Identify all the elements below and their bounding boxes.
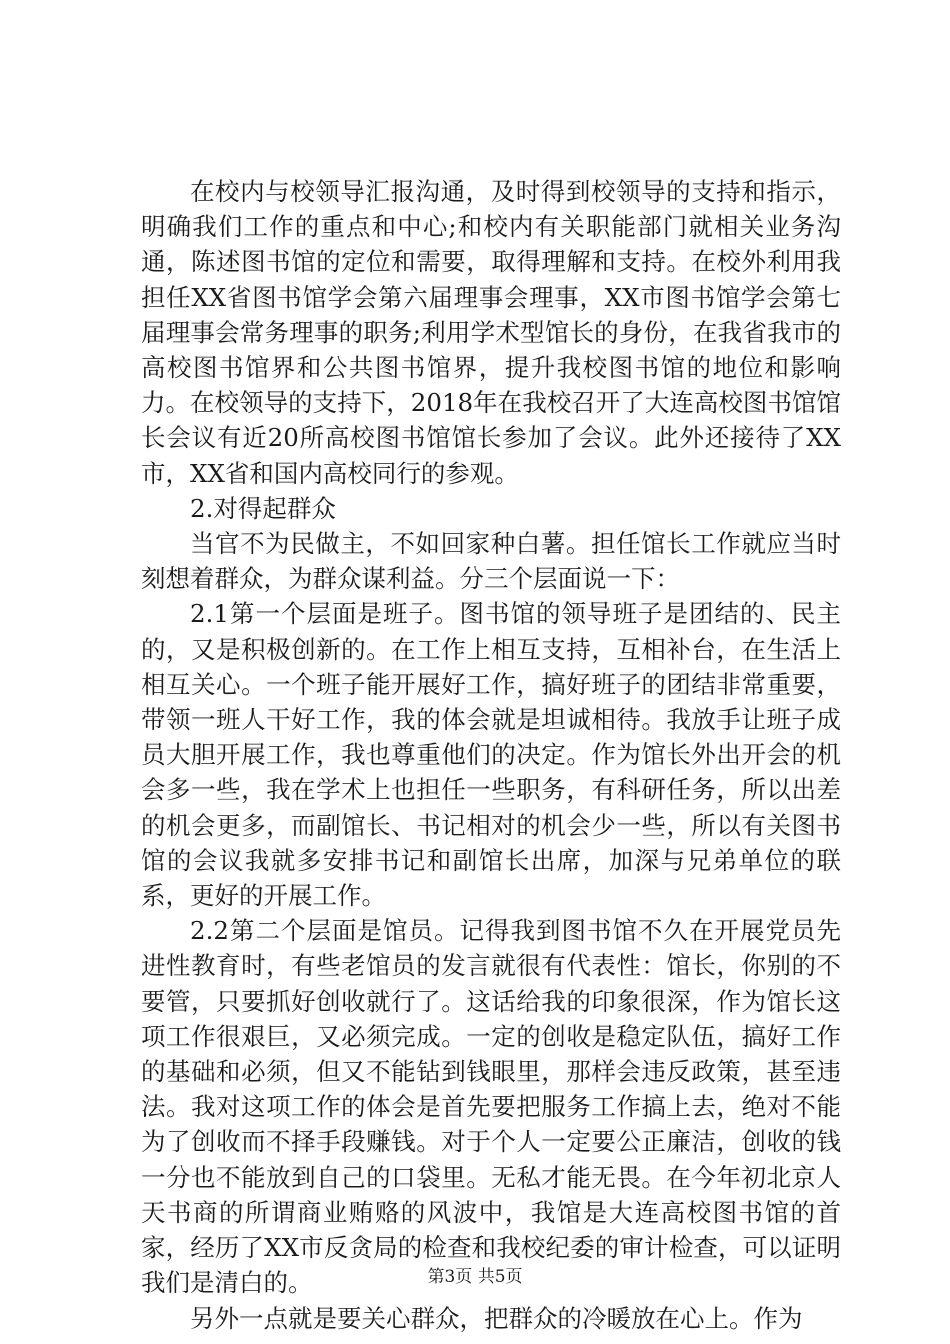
paragraph-school-communication: 在校内与校领导汇报沟通，及时得到校领导的支持和指示，明确我们工作的重点和中心;和校内有关职能部门就相关业务沟通，陈述图书馆的定位和需要，取得理解和支持。在校外利用我担任XX省图书馆学会第六届理事会理事，XX市图书馆学会第七届理事会常务理事的职务;利用学术型馆长的身份，在我省我市的高校图书馆界和公共图书馆界，提升我校图书馆的地位和影响力。在校领导的支持下，2018年在我校召开了大连高校图书馆馆长会议有近20所高校图书馆馆长参加了会议。此外还接待了XX市，XX省和国内高校同行的参观。	[141, 177, 841, 488]
document-body	[141, 174, 841, 1336]
section-heading-masses: 2.对得起群众	[190, 493, 336, 523]
paragraph-serve-people: 当官不为民做主，不如回家种白薯。担任馆长工作就应当时刻想着群众，为群众谋利益。分三个层面说一下：	[141, 529, 841, 594]
paragraph-care-for-masses: 另外一点就是要关心群众，把群众的冷暖放在心上。作为	[190, 1303, 803, 1333]
paragraph-librarians: 2.2第二个层面是馆员。记得我到图书馆不久在开展党员先进性教育时，有些老馆员的发言就很有代表性：馆长，你别的不要管，只要抓好创收就行了。这话给我的印象很深，作为馆长这项工作很艰巨，又必须完成。一定的创收是稳定队伍，搞好工作的基础和必须，但又不能钻到钱眼里，那样会违反政策，甚至违法。我对这项工作的体会是首先要把服务工作搞上去，绝对不能为了创收而不择手段赚钱。对于个人一定要公正廉洁，创收的钱一分也不能放到自己的口袋里。无私才能无畏。在今年初北京人天书商的所谓商业贿赂的风波中，我馆是大连高校图书馆的首家，经历了XX市反贪局的检查和我校纪委的审计检查，可以证明我们是清白的。	[141, 916, 841, 1298]
page-footer: 第3页 共5页	[427, 1267, 523, 1287]
paragraph-leadership-team: 2.1第一个层面是班子。图书馆的领导班子是团结的、民主的，又是积极创新的。在工作上相互支持，互相补台，在生活上相互关心。一个班子能开展好工作，搞好班子的团结非常重要，带领一班人干好工作，我的体会就是坦诚相待。我放手让班子成员大胆开展工作，我也尊重他们的决定。作为馆长外出开会的机会多一些，我在学术上也担任一些职务，有科研任务，所以出差的机会更多，而副馆长、书记相对的机会少一些，所以有关图书馆的会议我就多安排书记和副馆长出席，加深与兄弟单位的联系，更好的开展工作。	[141, 599, 841, 911]
